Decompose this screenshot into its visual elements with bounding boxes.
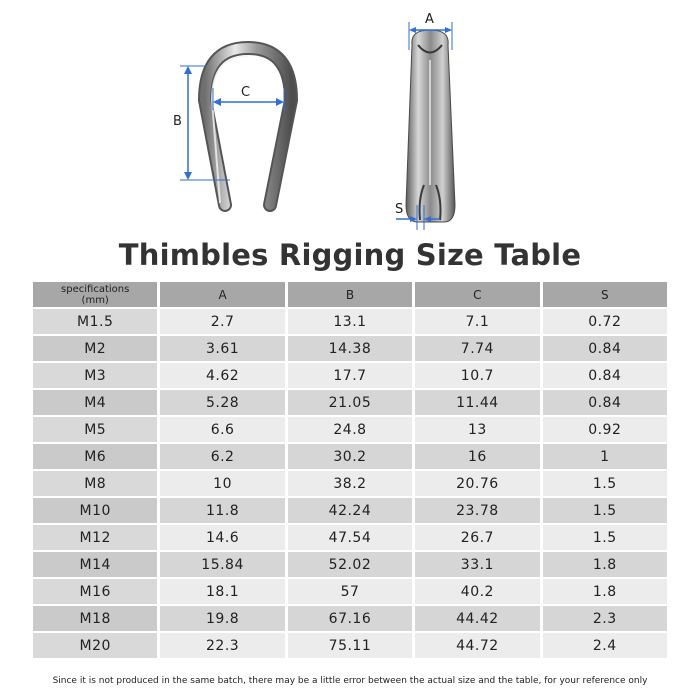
cell-s: 2.3	[543, 606, 667, 631]
cell-a: 18.1	[160, 579, 284, 604]
cell-a: 15.84	[160, 552, 284, 577]
page-title: Thimbles Rigging Size Table	[118, 238, 582, 272]
spec-cell: M1.5	[33, 309, 157, 334]
table-row	[33, 309, 667, 334]
spec-cell: M14	[33, 552, 157, 577]
label-a: A	[425, 12, 434, 27]
cell-c: 11.44	[415, 390, 539, 415]
cell-s: 1.8	[543, 552, 667, 577]
cell-b: 47.54	[288, 525, 412, 550]
cell-c: 23.78	[415, 498, 539, 523]
thimble-diagrams	[0, 0, 700, 245]
cell-s: 1	[543, 444, 667, 469]
table-row	[33, 579, 667, 604]
table-row	[33, 363, 667, 388]
table-row	[33, 606, 667, 631]
label-c: C	[241, 85, 251, 100]
cell-a: 6.2	[160, 444, 284, 469]
cell-b: 24.8	[288, 417, 412, 442]
cell-b: 14.38	[288, 336, 412, 361]
cell-b: 57	[288, 579, 412, 604]
table-row	[33, 336, 667, 361]
spec-cell: M10	[33, 498, 157, 523]
size-table	[30, 280, 670, 660]
column-header-a: A	[160, 282, 284, 307]
spec-cell: M4	[33, 390, 157, 415]
cell-b: 38.2	[288, 471, 412, 496]
cell-a: 6.6	[160, 417, 284, 442]
cell-c: 26.7	[415, 525, 539, 550]
cell-a: 5.28	[160, 390, 284, 415]
cell-a: 11.8	[160, 498, 284, 523]
thimble-side-view	[406, 30, 455, 222]
spec-cell: M12	[33, 525, 157, 550]
table-row	[33, 633, 667, 658]
cell-b: 52.02	[288, 552, 412, 577]
cell-s: 0.84	[543, 336, 667, 361]
cell-s: 0.84	[543, 390, 667, 415]
cell-c: 33.1	[415, 552, 539, 577]
table-row	[33, 552, 667, 577]
cell-c: 10.7	[415, 363, 539, 388]
table-row	[33, 444, 667, 469]
table-row	[33, 390, 667, 415]
label-b: B	[173, 114, 182, 129]
cell-c: 44.72	[415, 633, 539, 658]
column-header-c: C	[415, 282, 539, 307]
spec-cell: M3	[33, 363, 157, 388]
cell-a: 4.62	[160, 363, 284, 388]
cell-b: 67.16	[288, 606, 412, 631]
cell-c: 44.42	[415, 606, 539, 631]
cell-b: 21.05	[288, 390, 412, 415]
thimble-front-view	[205, 48, 291, 205]
spec-cell: M18	[33, 606, 157, 631]
cell-b: 13.1	[288, 309, 412, 334]
dimension-c	[213, 85, 284, 110]
label-s: S	[395, 202, 404, 217]
cell-c: 16	[415, 444, 539, 469]
cell-b: 17.7	[288, 363, 412, 388]
spec-cell: M20	[33, 633, 157, 658]
spec-cell: M6	[33, 444, 157, 469]
cell-c: 7.74	[415, 336, 539, 361]
cell-s: 0.72	[543, 309, 667, 334]
spec-column-header	[33, 282, 157, 307]
cell-s: 1.8	[543, 579, 667, 604]
table-row	[33, 498, 667, 523]
cell-c: 40.2	[415, 579, 539, 604]
table-header-row	[33, 282, 667, 307]
cell-s: 1.5	[543, 525, 667, 550]
cell-s: 1.5	[543, 498, 667, 523]
cell-b: 75.11	[288, 633, 412, 658]
spec-cell: M2	[33, 336, 157, 361]
table-row	[33, 525, 667, 550]
cell-a: 19.8	[160, 606, 284, 631]
spec-cell: M5	[33, 417, 157, 442]
table-row	[33, 417, 667, 442]
cell-a: 22.3	[160, 633, 284, 658]
spec-cell: M8	[33, 471, 157, 496]
cell-c: 7.1	[415, 309, 539, 334]
column-header-s: S	[543, 282, 667, 307]
column-header-b: B	[288, 282, 412, 307]
spec-cell: M16	[33, 579, 157, 604]
cell-b: 30.2	[288, 444, 412, 469]
footer-note: Since it is not produced in the same batch, there may be a little error between the actual size and the table, for your reference only	[52, 676, 648, 686]
cell-s: 0.92	[543, 417, 667, 442]
cell-a: 10	[160, 471, 284, 496]
spec-header-line1: specifications	[61, 283, 130, 295]
spec-header-line2: (mm)	[81, 294, 109, 306]
cell-b: 42.24	[288, 498, 412, 523]
cell-a: 2.7	[160, 309, 284, 334]
cell-s: 0.84	[543, 363, 667, 388]
cell-a: 14.6	[160, 525, 284, 550]
cell-c: 13	[415, 417, 539, 442]
cell-a: 3.61	[160, 336, 284, 361]
cell-s: 2.4	[543, 633, 667, 658]
cell-s: 1.5	[543, 471, 667, 496]
table-row	[33, 471, 667, 496]
cell-c: 20.76	[415, 471, 539, 496]
